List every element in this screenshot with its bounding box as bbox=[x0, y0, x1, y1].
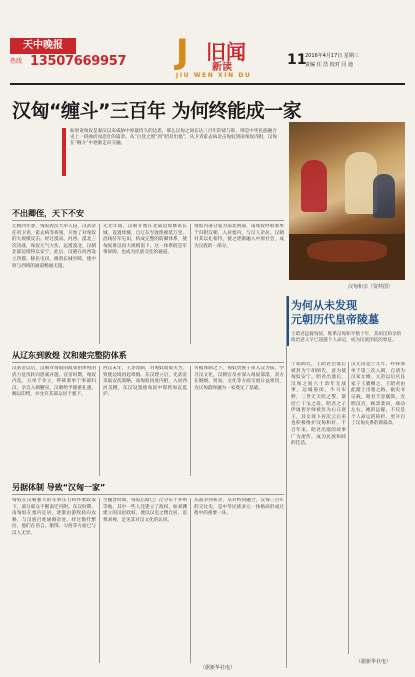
column-pinyin: JIU WEN XIN DU bbox=[176, 72, 252, 79]
image-caption: 汉匈和亲（资料图） bbox=[348, 284, 394, 290]
divider bbox=[12, 494, 284, 495]
section-heading: 另据体制 导致“汉匈一家” bbox=[12, 483, 106, 492]
body-text: 元朔四年春，匈奴再次大举入侵，汉武帝任用卫青、霍去病等将领，开始了对匈奴的大规模反击。经过漠南、河西、漠北三次决战，匈奴元气大伤，远遁漠北，汉朝北部边境得以安宁。此后，汉朝在河西设立四郡，移民屯田，修筑长城亭障，使中原与西域的通道畅通无阻。 bbox=[12, 224, 96, 269]
sidebar-divider bbox=[286, 296, 287, 668]
sidebar-accent-bar bbox=[287, 296, 289, 346]
body-text: 汉武帝以后，汉朝对匈奴的政策由单纯的武力征伐转向恩威并施。宣帝时期，匈奴内乱，五单于争立，呼韩邪单于率部归汉，亲自入朝觐见，汉朝给予隆重礼遇，赐以印绶，并允许其部众居于塞下。 bbox=[12, 366, 96, 398]
body-text: 西汉末年，王莽改制，对匈奴政策失当，致使边境再起烽烟。东汉建立后，光武帝采取安抚策略，南匈奴再度内附，入居西河美稷，东汉设置使匈奴中郎将加以监护。 bbox=[103, 366, 187, 398]
body-text: 元光年间，汉朝开始在北部边境修筑长城，设置烽燧，自辽东至敦煌绵延万里。沿线驻军屯田，构成完整的防御体系，使匈奴难以再大规模南下。这一体系既是军事屏障，也成为民族交往的通道。 bbox=[103, 224, 187, 256]
column-divider bbox=[190, 224, 191, 344]
column-divider bbox=[99, 224, 100, 344]
body-text: 匈奴内部分裂为南北两部，南匈奴呼韩邪单于归附汉朝，入居塞内，与汉人杂居。汉朝对其以礼相待，使之逐渐融入中原社会，成为汉族的一部分。 bbox=[194, 224, 284, 249]
hotline-label: 热线 bbox=[10, 58, 23, 65]
column-divider bbox=[99, 366, 100, 476]
column-divider bbox=[190, 366, 191, 476]
painting-image bbox=[289, 122, 405, 280]
headline: 汉匈“缠斗”三百年 为何终能成一家 bbox=[12, 100, 302, 122]
section-heading: 从辽东到敦煌 汉和建完整防体系 bbox=[12, 351, 127, 360]
intro-accent-bar bbox=[62, 128, 66, 176]
body-text: 匈奴在汉朝强大的军事压力和怀柔政策下，部分部众不断南迁内附。东汉时期，南匈奴在塞内定居，逐渐由游牧转向农耕，与汉族百姓通婚杂处。经过数代繁衍，他们在语言、服饰、习俗等方面已与汉人无异。 bbox=[12, 498, 96, 536]
hotline-number: 13507669957 bbox=[30, 54, 127, 69]
sidebar-intro: 王昭君远嫁匈奴，维系汉匈和平数十年，其胡汉和亲的政治意义早已超越个人命运，成为民族团结的象征。 bbox=[291, 332, 402, 344]
newspaper-logo: 天中晚报 bbox=[10, 38, 76, 54]
column-divider bbox=[348, 362, 349, 654]
column-divider bbox=[190, 498, 191, 663]
section-heading: 不出卿侄，天下不安 bbox=[12, 209, 84, 218]
sidebar-body-text: 汉元帝竟宁元年，呼韩邪单于第三次入朝，自请为汉家女婿。元帝以后宫良家子王嫱赐之。王昭君由此踏上出塞之路。据史书记载，昭君丰容靓饰，光明汉宫，顾景裴回，竦动左右。她的远嫁，不仅是个人命运的转折，更开启了汉匈关系的新篇章。 bbox=[351, 362, 405, 427]
body-text: 另据体制之下，匈奴贵族子弟入汉为质，学习汉文化，汉朝官员亦深入匈奴部落，双方在婚姻、贸易、文化等方面交流日益密切，为汉匈最终融为一家奠定了基础。 bbox=[194, 366, 284, 391]
divider bbox=[12, 220, 284, 221]
painting-figure bbox=[373, 174, 395, 218]
masthead bbox=[10, 38, 160, 76]
painting-rug bbox=[307, 240, 387, 262]
body-text: 从战争到和亲，从对峙到融合，汉匈三百年的交往史，是中华民族多元一体格局形成过程中的重要一环。 bbox=[194, 498, 284, 517]
article-intro: 如果说匈奴是秦汉以来威胁中原最持久的边患，那么汉匈之间长达三百年的战与和，则是中华民族融合史上一段曲折而悲壮的篇章。从“白登之围”到“昭君出塞”，从卫青霍去病北击匈奴到南匈奴内附，汉匈在“缠斗”中逐渐走向交融。 bbox=[70, 129, 277, 147]
column-subtitle: 新读 bbox=[212, 62, 232, 73]
editors-line: 责编 任 浩 校对 闫 迪 bbox=[305, 62, 353, 68]
page-number: 11 bbox=[287, 52, 307, 68]
article-signature: （据新华社电） bbox=[200, 665, 236, 671]
column-letter: J bbox=[176, 32, 189, 72]
divider bbox=[12, 362, 284, 363]
header-rule bbox=[10, 83, 405, 85]
sidebar-title-line1: 为何从未发现 bbox=[291, 299, 357, 312]
sidebar-title bbox=[291, 299, 379, 327]
article-signature: （据新华社电） bbox=[356, 659, 392, 665]
body-text: 至魏晋时期，匈奴后裔已广泛分布于并州等地，其中一些人还建立了政权，如刘渊建立的汉赵政权，便以汉室之甥自居，追尊刘禅，足见其对汉文化的认同。 bbox=[103, 498, 187, 523]
dateline: 2016年4月17日 星期三 bbox=[305, 53, 359, 59]
sidebar-title-line2: 元朝历代皇帝陵墓 bbox=[291, 313, 379, 326]
sidebar-body-text: 宁胡阏氏，王昭君出塞后被封为宁胡阏氏，意为使匈奴安宁。昭君出塞后，汉匈之间六十余年无战事，边城晏闭，牛马布野，三世无犬吠之警，黎庶亡干戈之役。昭君之子伊屠智牙师被封为右日逐王，其女须卜居次云后来也积极维护汉匈和好。千百年来，昭君出塞的故事广为流传，成为民族和睦的佳话。 bbox=[291, 362, 346, 447]
column-title: 旧闻 bbox=[206, 40, 246, 64]
column-divider bbox=[99, 498, 100, 663]
painting-figure bbox=[301, 160, 327, 212]
